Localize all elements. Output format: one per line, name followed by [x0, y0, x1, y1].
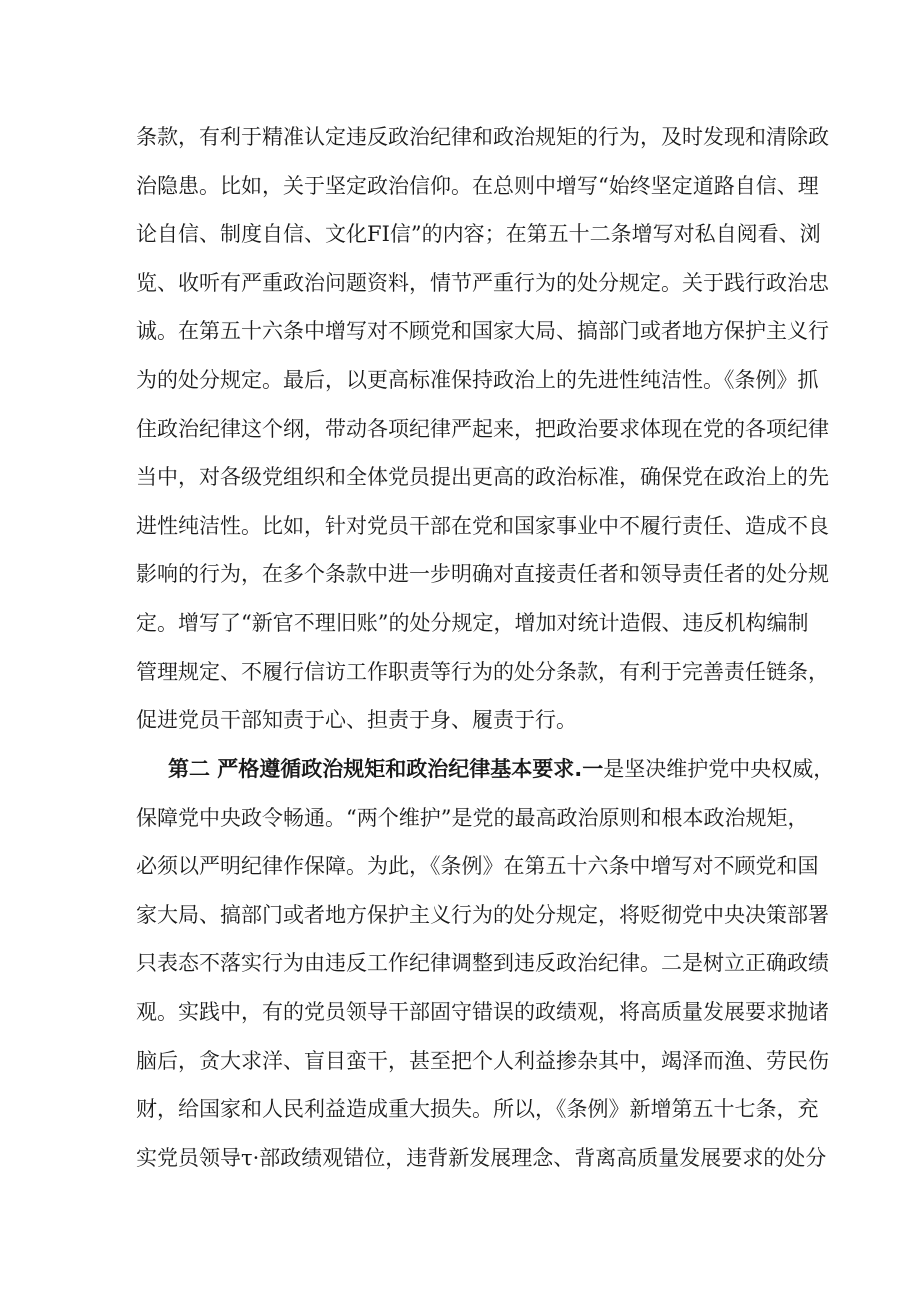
paragraph-2-line: 必须以严明纪律作保障。为此，《条例》在第五十六条中增写对不顾党和国 — [136, 854, 819, 879]
paragraph-1-line: 进性纯洁性。比如，针对党员干部在党和国家事业中不履行责任、造成不良 — [136, 513, 829, 538]
paragraph-1-line: 治隐患。比如，关于坚定政治信仰。在总则中增写“始终坚定道路自信、理 — [136, 173, 819, 198]
paragraph-2-line: 只表态不落实行为由违反工作纪律调整到违反政治纪律。二是树立正确政绩 — [136, 951, 829, 976]
paragraph-2-line: 保障党中央政令畅通。“两个维护”是党的最高政治原则和根本政治规矩， — [136, 805, 809, 830]
paragraph-1-line: 当中，对各级党组织和全体党员提出更高的政治标准，确保党在政治上的先 — [136, 465, 829, 490]
paragraph-2-first-line — [136, 745, 835, 794]
paragraph-1 — [136, 113, 829, 745]
paragraph-1-line: 诚。在第五十六条中增写对不顾党和国家大局、搞部门或者地方保护主义行 — [136, 319, 829, 344]
paragraph-2-line: 实党员领导τ·部政绩观错位，违背新发展理念、背离高质量发展要求的处分 — [136, 1145, 827, 1170]
paragraph-1-line: 促进党员干部知责于心、担责于身、履责于行。 — [136, 708, 577, 733]
paragraph-2 — [136, 745, 835, 1182]
paragraph-1-line: 影响的行为，在多个条款中进一步明确对直接责任者和领导责任者的处分规 — [136, 562, 829, 587]
paragraph-1-line: 住政治纪律这个纲，带动各项纪律严起来，把政治要求体现在党的各项纪律 — [136, 416, 829, 441]
paragraph-1-line: 条款，有利于精准认定违反政治纪律和政治规矩的行为，及时发现和清除政 — [136, 125, 829, 149]
paragraph-1-line: 览、收听有严重政治问题资料，情节严重行为的处分规定。关于践行政治忠 — [136, 270, 829, 295]
paragraph-1-line: 管理规定、不履行信访工作职责等行为的处分条款，有利于完善责任链条， — [136, 659, 829, 684]
section-heading: 第二 严格遵循政治规矩和政治纪律基本要求.一 — [168, 757, 604, 781]
paragraph-2-line: 财，给国家和人民利益造成重大损失。所以，《条例》新增第五十七条，充 — [136, 1097, 819, 1122]
paragraph-1-line: 论自信、制度自信、文化FI信”的内容；在第五十二条增写对私自阅看、浏 — [136, 222, 821, 247]
paragraph-2-line: 观。实践中，有的党员领导干部固守错误的政绩观，将高质量发展要求抛诸 — [136, 999, 829, 1024]
paragraph-1-line: 定。增写了“新官不理旧账”的处分规定，增加对统计造假、违反机构编制 — [136, 610, 809, 635]
paragraph-2-line: 脑后，贪大求洋、盲目蛮干，甚至把个人利益掺杂其中，竭泽而渔、劳民伤 — [136, 1048, 829, 1073]
paragraph-2-first-line-text: 是坚决维护党中央权威， — [603, 757, 835, 781]
paragraph-1-line: 为的处分规定。最后，以更高标准保持政治上的先进性纯洁性。《条例》抓 — [136, 367, 819, 392]
paragraph-2-line: 家大局、搞部门或者地方保护主义行为的处分规定，将贬彻党中央决策部署 — [136, 902, 829, 927]
